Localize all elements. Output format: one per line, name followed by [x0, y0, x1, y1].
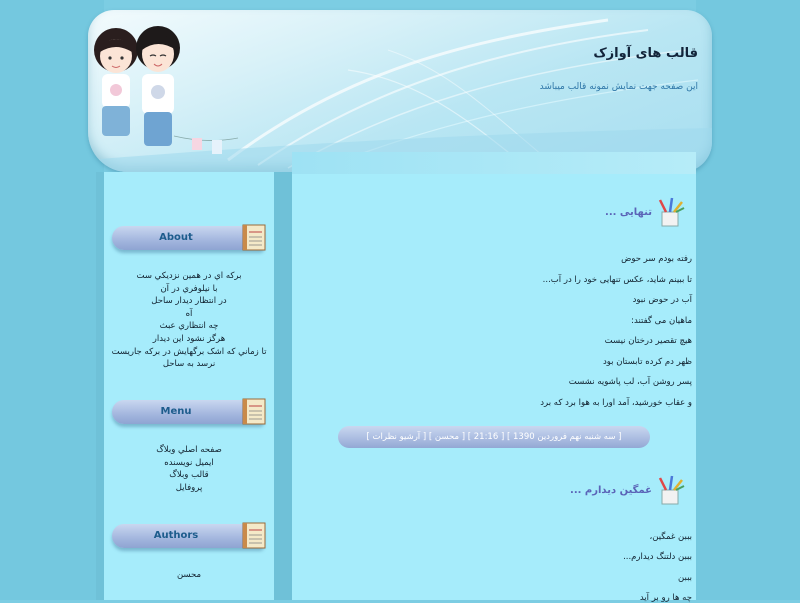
post-line: بببن غمگین،	[649, 532, 692, 542]
post-line: پسر روشن آب، لب پاشویه نشست	[568, 377, 692, 387]
about-line: نرسد به ساحل	[162, 359, 216, 370]
post-line: هیچ تقصیر درختان نیست	[604, 336, 692, 346]
menu-link-home[interactable]: صفحه اصلي وبلاگ	[156, 445, 222, 455]
post-title[interactable]: غمگین دیدارم ...	[570, 485, 652, 496]
authors-list	[104, 569, 274, 582]
about-block-header	[112, 226, 264, 250]
post-line: چه ها رو بر آید	[639, 593, 692, 603]
content-border-left	[282, 172, 292, 600]
author-link[interactable]: محسن	[176, 570, 202, 580]
authors-heading: Authors	[153, 530, 199, 541]
about-line: برکه اي در همين نزديکي ست	[136, 271, 242, 281]
about-text	[104, 270, 274, 371]
post-line: ماهیان می گفتند:	[631, 316, 692, 326]
menu-link-email[interactable]: ايميل نويسنده	[164, 457, 214, 468]
site-description: این صفحه جهت نمایش نمونه قالب میباشد	[539, 82, 698, 92]
menu-heading: Menu	[160, 406, 192, 417]
sidebar-border-right	[274, 172, 282, 600]
about-heading: About	[159, 232, 193, 243]
post-title[interactable]: تنهایی ...	[605, 207, 652, 218]
about-line: در انتظار ديدار ساحل	[151, 296, 227, 307]
authors-block-header	[112, 524, 264, 548]
header-banner	[88, 10, 712, 172]
menu-link-profile[interactable]: پروفايل	[175, 482, 203, 493]
post-line: و عقاب خورشید، آمد اورا به هوا برد که برد	[540, 398, 692, 408]
menu-link-template[interactable]: قالب وبلاگ	[169, 470, 209, 481]
couple-illustration	[88, 18, 248, 172]
post-line: بببن دلتنگ دیدارم...	[623, 552, 692, 562]
post-meta-bar[interactable]: [ سه شنبه نهم فروردين 1390 ] [ 21:16 ] [ محسن ] [ آرشيو نظرات ]	[338, 426, 650, 448]
notebook-icon	[240, 222, 268, 252]
site-title[interactable]: قالب های آوازک	[593, 46, 698, 61]
pencil-cup-icon	[654, 474, 688, 508]
notebook-icon	[240, 396, 268, 426]
post-line: تا ببینم شاید، عکس تنهایی خود را در آب...	[542, 275, 692, 285]
menu-list	[104, 444, 274, 494]
content-area	[292, 174, 696, 600]
notebook-icon	[240, 520, 268, 550]
post-line: ظهر دم کرده تابستان بود	[602, 357, 692, 367]
post-line: آب در حوض نبود	[632, 295, 692, 305]
header-bottom-strip	[292, 152, 696, 174]
about-line: هرگز نشود اين ديدار	[152, 333, 226, 344]
post-line: رفته بودم سر حوض	[621, 254, 692, 264]
sidebar-border-left	[96, 172, 104, 600]
post-line: بببن	[678, 573, 692, 583]
pencil-cup-icon	[654, 196, 688, 230]
about-line: چه انتظاري عبث	[159, 321, 219, 332]
menu-block-header	[112, 400, 264, 424]
about-line: آه	[185, 308, 193, 319]
about-line: تا زماني که اشک برگهايش در برکه جاريست	[111, 346, 267, 357]
about-line: با نيلوفري در آن	[160, 283, 218, 294]
